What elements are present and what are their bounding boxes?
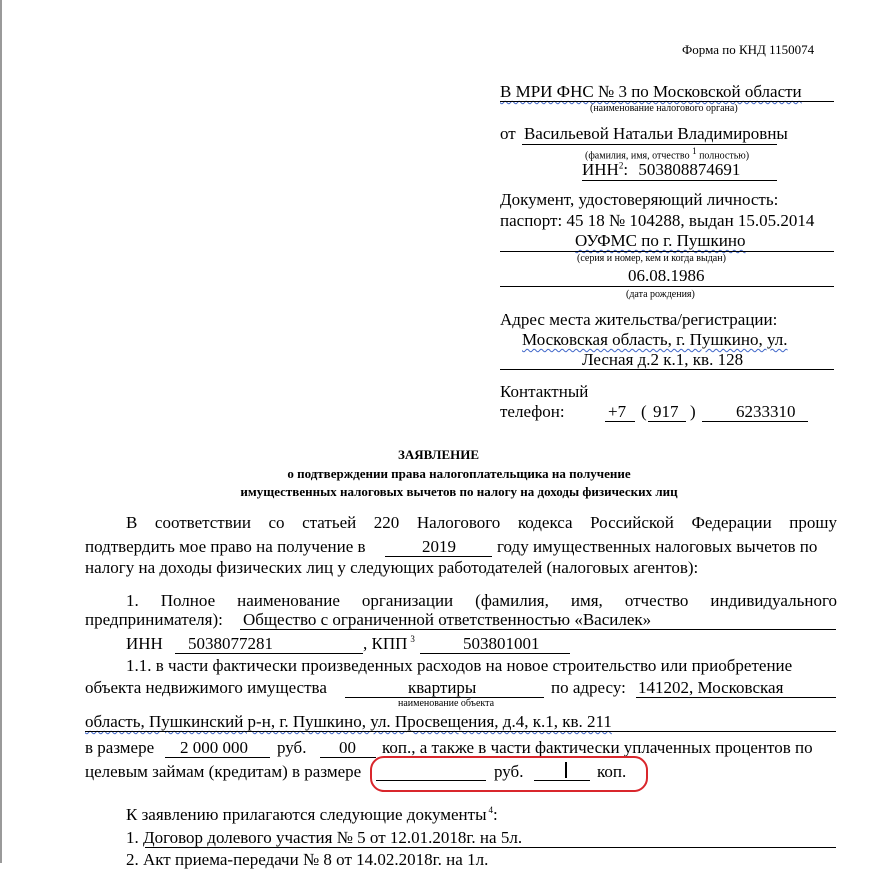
year-underline	[385, 556, 492, 557]
kpp-value: 503801001	[463, 634, 540, 653]
from-label: от	[500, 124, 516, 143]
employer-inn-label: ИНН	[126, 634, 163, 653]
attachment-2: 2. Акт приема-передачи № 8 от 14.02.2018г. на 1л.	[126, 850, 489, 869]
identity-doc-line2: ОУФМС по г. Пушкино	[575, 231, 746, 250]
object-address-underline1	[636, 697, 836, 698]
object-caption: наименование объекта	[398, 698, 495, 709]
name-underline	[522, 144, 777, 145]
employer-name: Общество с ограниченной ответственностью «Василек»	[243, 610, 652, 629]
address-line2: Лесная д.2 к.1, кв. 128	[582, 350, 744, 369]
birth-caption: (дата рождения)	[626, 289, 695, 300]
phone-number: 6233310	[736, 402, 796, 421]
birth-date: 06.08.1986	[628, 266, 705, 285]
authority-underline	[500, 101, 834, 102]
birth-underline	[500, 286, 834, 287]
item1-line1: 1. Полное наименование организации (фамилия, имя, отчество индивидуального	[126, 591, 837, 610]
kpp-label: , КПП $^3$	[363, 634, 415, 653]
amount-kop: 00	[339, 738, 356, 757]
document-subtitle-2: имущественных налоговых вычетов по налогу на доходы физических лиц	[240, 484, 678, 499]
doc-caption: (серия и номер, кем и когда выдан)	[577, 253, 726, 264]
sub11-line1: 1.1. в части фактически произведенных расходов на новое строительство или приобретение	[126, 656, 793, 675]
document-subtitle-1: о подтверждении права налогоплательщика на получение	[287, 466, 631, 481]
amount-label: в размере	[85, 738, 155, 757]
applicant-name: Васильевой Натальи Владимировны	[523, 124, 788, 143]
amount-rub: 2 000 000	[180, 738, 248, 757]
phone-prefix-underline	[605, 421, 635, 422]
object-address-underline2	[85, 731, 836, 732]
sub11-line2-start: объекта недвижимого имущества	[85, 678, 327, 697]
contact-label: Контактный	[500, 382, 589, 401]
kpp-underline	[420, 653, 570, 654]
loans-label: целевым займам (кредитам) в размере	[85, 762, 362, 781]
name-caption: (фамилия, имя, отчество $^1$ полностью)	[585, 146, 750, 162]
doc-underline	[500, 251, 834, 252]
loans-kop-label: коп.	[597, 762, 627, 781]
identity-doc-line1: паспорт: 45 18 № 104288, выдан 15.05.2014	[500, 211, 815, 230]
tax-authority	[500, 82, 802, 102]
deduction-year: 2019	[422, 537, 456, 556]
loans-rub-label: руб.	[494, 762, 524, 781]
attachment-1: 1. Договор долевого участия № 5 от 12.01.2018г. на 5л.	[126, 828, 523, 847]
inn-label: ИНН	[582, 160, 619, 179]
address-line1: Московская область, г. Пушкино, ул.	[522, 330, 788, 349]
item1-line2-start: предпринимателя):	[85, 610, 223, 629]
inn-row: ИНН$^2$: 503808874691	[582, 160, 741, 179]
object-address-part2: область, Пушкинский р-н, г. Пушкино, ул. Просвещения, д.4, к.1, кв. 211	[85, 712, 612, 731]
amount-kop-tail: коп., а также в части фактически уплаченных процентов по	[382, 738, 813, 757]
page-left-edge	[0, 0, 2, 863]
attachment-1-underline	[145, 847, 836, 848]
phone-code: 917	[653, 402, 679, 421]
employer-underline	[240, 629, 836, 630]
para1-line3: налогу на доходы физических лиц у следующих работодателей (налоговых агентов):	[85, 558, 699, 577]
attachments-label: К заявлению прилагаются следующие документы $^4$:	[126, 805, 498, 824]
inn-underline	[582, 180, 777, 181]
applicant-name-row	[500, 124, 788, 144]
address-underline	[500, 369, 834, 370]
form-code: Форма по КНД 1150074	[682, 42, 815, 57]
document-title: ЗАЯВЛЕНИЕ	[397, 447, 480, 462]
amount-rub-underline	[165, 757, 270, 758]
highlight-annotation	[370, 756, 648, 792]
phone-code-underline	[648, 421, 686, 422]
object-address-part1: 141202, Московская	[638, 678, 784, 697]
object-type: квартиры	[408, 678, 477, 697]
authority-caption: (наименование налогового органа)	[590, 103, 738, 114]
address-label-inline: по адресу:	[551, 678, 626, 697]
para1-line1: В соответствии со статьей 220 Налогового кодекса Российской Федерации прошу	[126, 513, 837, 532]
tax-authority-text: В МРИ ФНС № 3 по Московской области	[500, 82, 802, 101]
inn-value: 503808874691	[638, 160, 741, 179]
phone-label: телефон:	[500, 402, 565, 421]
identity-doc-label: Документ, удостоверяющий личность:	[500, 190, 779, 209]
phone-number-underline	[702, 421, 808, 422]
employer-inn: 5038077281	[188, 634, 273, 653]
para1-line2-start: подтвердить мое право на получение в	[85, 537, 366, 556]
address-label: Адрес места жительства/регистрации:	[500, 310, 778, 329]
amount-rub-label: руб.	[277, 738, 307, 757]
amount-kop-underline	[320, 757, 376, 758]
para1-line2-end: году имущественных налоговых вычетов по	[497, 537, 818, 556]
phone-prefix: +7	[608, 402, 627, 421]
employer-inn-underline	[175, 653, 363, 654]
